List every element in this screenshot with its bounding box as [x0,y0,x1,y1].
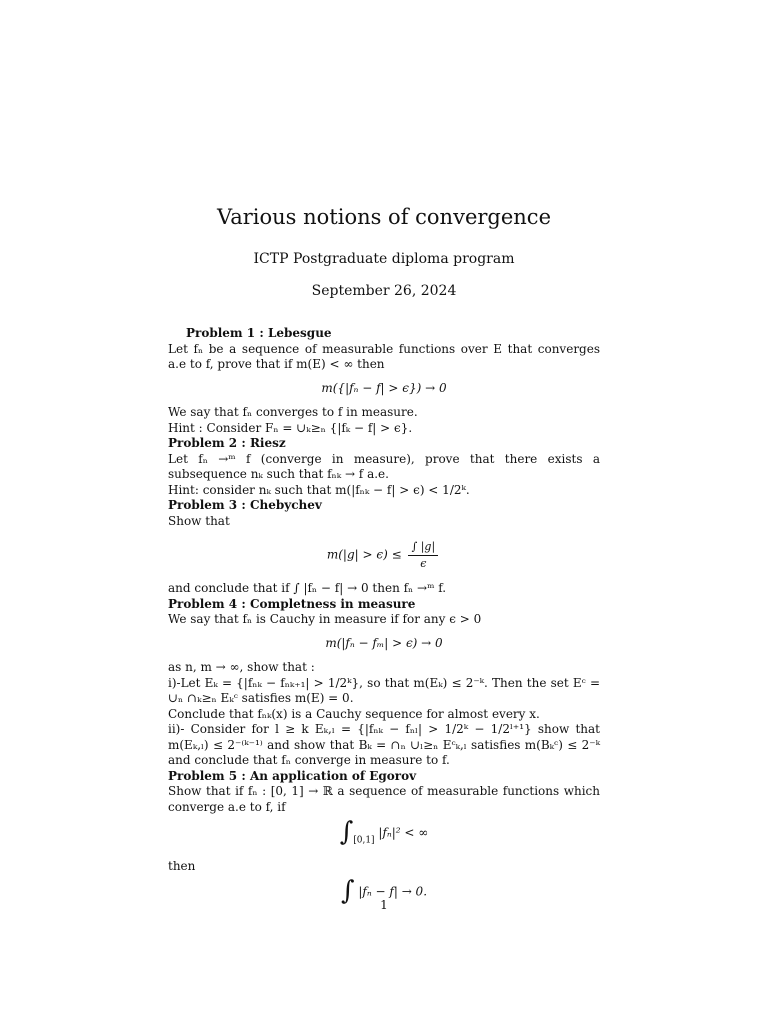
problem-5-statement: Show that if fₙ : [0, 1] → ℝ a sequence of measurable functions which converge a.e to f, if [168,784,600,814]
document-subtitle: ICTP Postgraduate diploma program [253,251,515,267]
problem-1-definition: We say that fₙ converges to f in measure. [168,405,418,419]
problem-3-statement: Show that [168,513,230,528]
problem-5-heading: Problem 5 : An application of Egorov [168,768,417,783]
problem-4-part-i-conclusion: Conclude that fₙₖ(x) is a Cauchy sequence for almost every x. [168,706,540,721]
integral-domain: [0,1] [353,835,375,846]
document-title: Various notions of convergence [216,205,551,229]
problem-4-part-ii: ii)- Consider for l ≥ k Eₖ,ₗ = {|fₙₖ − fₙₗ| > 1/2ᵏ − 1/2ˡ⁺¹} show that m(Eₖ,ₗ) ≤ 2⁻⁽ᵏ⁻¹⁾ and show that Bₖ = ∩ₙ ∪ₗ≥ₙ Eᶜₖ,ₗ satisfies m(Bₖᶜ) ≤ 2⁻ᵏ and conclude that fₙ converge in measure to f. [168,722,600,767]
fraction-numerator: ∫ |g| [408,539,438,556]
problem-3-conclusion: and conclude that if ∫ |fₙ − f| → 0 then fₙ →ᵐ f. [168,581,447,595]
document-date: September 26, 2024 [311,283,457,299]
problem-1-hint: Hint : Consider Fₙ = ∪ₖ≥ₙ {|fₖ − f| > ϵ}. [168,420,413,435]
problem-3-heading: Problem 3 : Chebychev [168,498,322,512]
problem-3-equation-lhs: m(|g| > ϵ) ≤ [326,547,402,562]
problem-1-heading: Problem 1 : Lebesgue [186,326,332,340]
problem-4-part-i: i)-Let Eₖ = {|fₙₖ − fₙₖ₊₁| > 1/2ᵏ}, so that m(Eₖ) ≤ 2⁻ᵏ. Then the set Eᶜ = ∪ₙ ∩ₖ≥ₙ Eₖᶜ satisfies m(E) = 0. [168,675,600,705]
problem-2-heading: Problem 2 : Riesz [168,436,286,450]
problem-5-equation-1-body: |fₙ|² < ∞ [378,825,429,840]
problem-3-equation [168,539,600,571]
page-number: 1 [380,898,388,912]
problem-2-hint: Hint: consider nₖ such that m(|fₙₖ − f| > ϵ) < 1/2ᵏ. [168,482,470,497]
problem-5-equation-1 [168,817,600,849]
fraction-denominator: ϵ [420,556,427,570]
problem-4-equation: m(|fₙ − fₘ| > ϵ) → 0 [325,635,443,650]
problem-1-statement: Let fₙ be a sequence of measurable functions over E that converges a.e to f, prove that if m(E) < ∞ then [168,341,600,371]
problem-4-heading: Problem 4 : Completness in measure [168,596,416,611]
problem-1-equation: m({|fₙ − f| > ϵ}) → 0 [321,380,447,395]
problem-4-definition: We say that fₙ is Cauchy in measure if for any ϵ > 0 [168,612,482,626]
integral-sign: ∫ [340,876,355,907]
problem-3-equation-fraction [408,539,438,571]
problem-5-equation-2-body: |fₙ − f| → 0. [358,884,428,899]
problem-2-statement: Let fₙ →ᵐ f (converge in measure), prove that there exists a subsequence nₖ such that fₙₖ → f a.e. [168,451,600,481]
problem-5-then: then [168,858,196,873]
integral-sign: ∫ [339,817,354,847]
problem-4-instruction: as n, m → ∞, show that : [168,660,315,674]
document-body [168,326,600,910]
